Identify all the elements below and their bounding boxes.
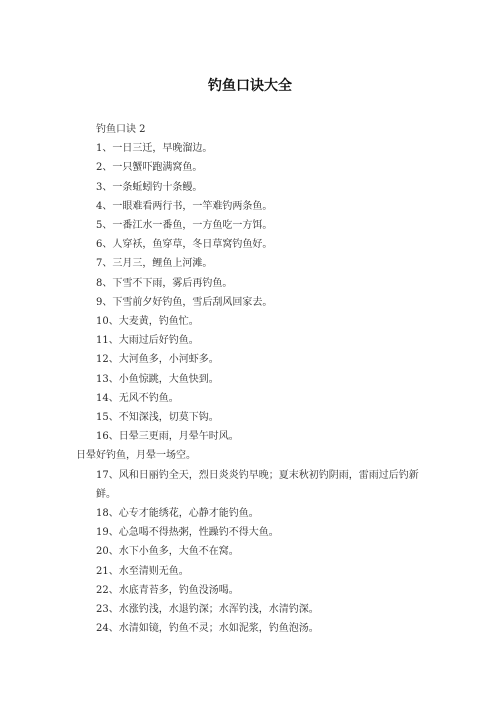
document-body <box>76 120 426 638</box>
list-item: 11、大雨过后好钓鱼。 <box>96 335 199 347</box>
list-item: 14、无风不钓鱼。 <box>96 392 179 404</box>
list-item: 18、心专才能绣花，心静才能钓鱼。 <box>96 508 259 520</box>
list-item: 19、心急喝不得热粥，性躁钓不得大鱼。 <box>96 527 279 539</box>
list-item: 24、水清如镜，钓鱼不灵；水如泥浆，钓鱼泡汤。 <box>96 623 319 635</box>
list-item: 8、下雪不下雨，雾后再钓鱼。 <box>96 277 233 289</box>
list-item: 16、日晕三更雨，月晕午时风。 <box>96 431 239 443</box>
list-item: 1、一日三迁，早晚溜边。 <box>96 143 213 155</box>
list-item: 20、水下小鱼多，大鱼不在窝。 <box>96 546 239 558</box>
list-item: 2、一只蟹吓跑满窝鱼。 <box>96 162 203 174</box>
list-item: 12、大河鱼多，小河虾多。 <box>96 354 219 366</box>
list-item: 13、小鱼惊跳，大鱼快到。 <box>96 373 219 385</box>
subtitle: 钓鱼口诀 2 <box>96 124 146 135</box>
list-item: 21、水至清则无鱼。 <box>96 565 189 577</box>
list-item: 3、一条蚯蚓钓十条鳗。 <box>96 181 203 193</box>
list-item: 22、水底青苔多，钓鱼没汤喝。 <box>96 584 239 596</box>
list-item: 4、一眼难看两行书，一竿难钓两条鱼。 <box>96 200 273 212</box>
page-title: 钓鱼口诀大全 <box>208 78 292 94</box>
list-item: 9、下雪前夕好钓鱼，雪后刮风回家去。 <box>96 296 273 308</box>
list-item: 日晕好钓鱼，月晕一场空。 <box>76 450 196 462</box>
list-item: 5、一番江水一番鱼，一方鱼吃一方饵。 <box>96 220 273 232</box>
list-item: 10、大麦黄，钓鱼忙。 <box>96 316 199 328</box>
list-item: 15、不知深浅，切莫下钩。 <box>96 412 219 424</box>
list-item: 6、人穿袄，鱼穿草，冬日草窝钓鱼好。 <box>96 239 273 251</box>
list-item: 23、水涨钓浅，水退钓深；水浑钓浅，水清钓深。 <box>96 604 319 616</box>
list-item: 7、三月三，鲤鱼上河滩。 <box>96 258 213 270</box>
list-item: 17、风和日丽钓全天，烈日炎炎钓早晚；夏末秋初钓阴雨，雷雨过后钓新鲜。 <box>96 469 419 500</box>
